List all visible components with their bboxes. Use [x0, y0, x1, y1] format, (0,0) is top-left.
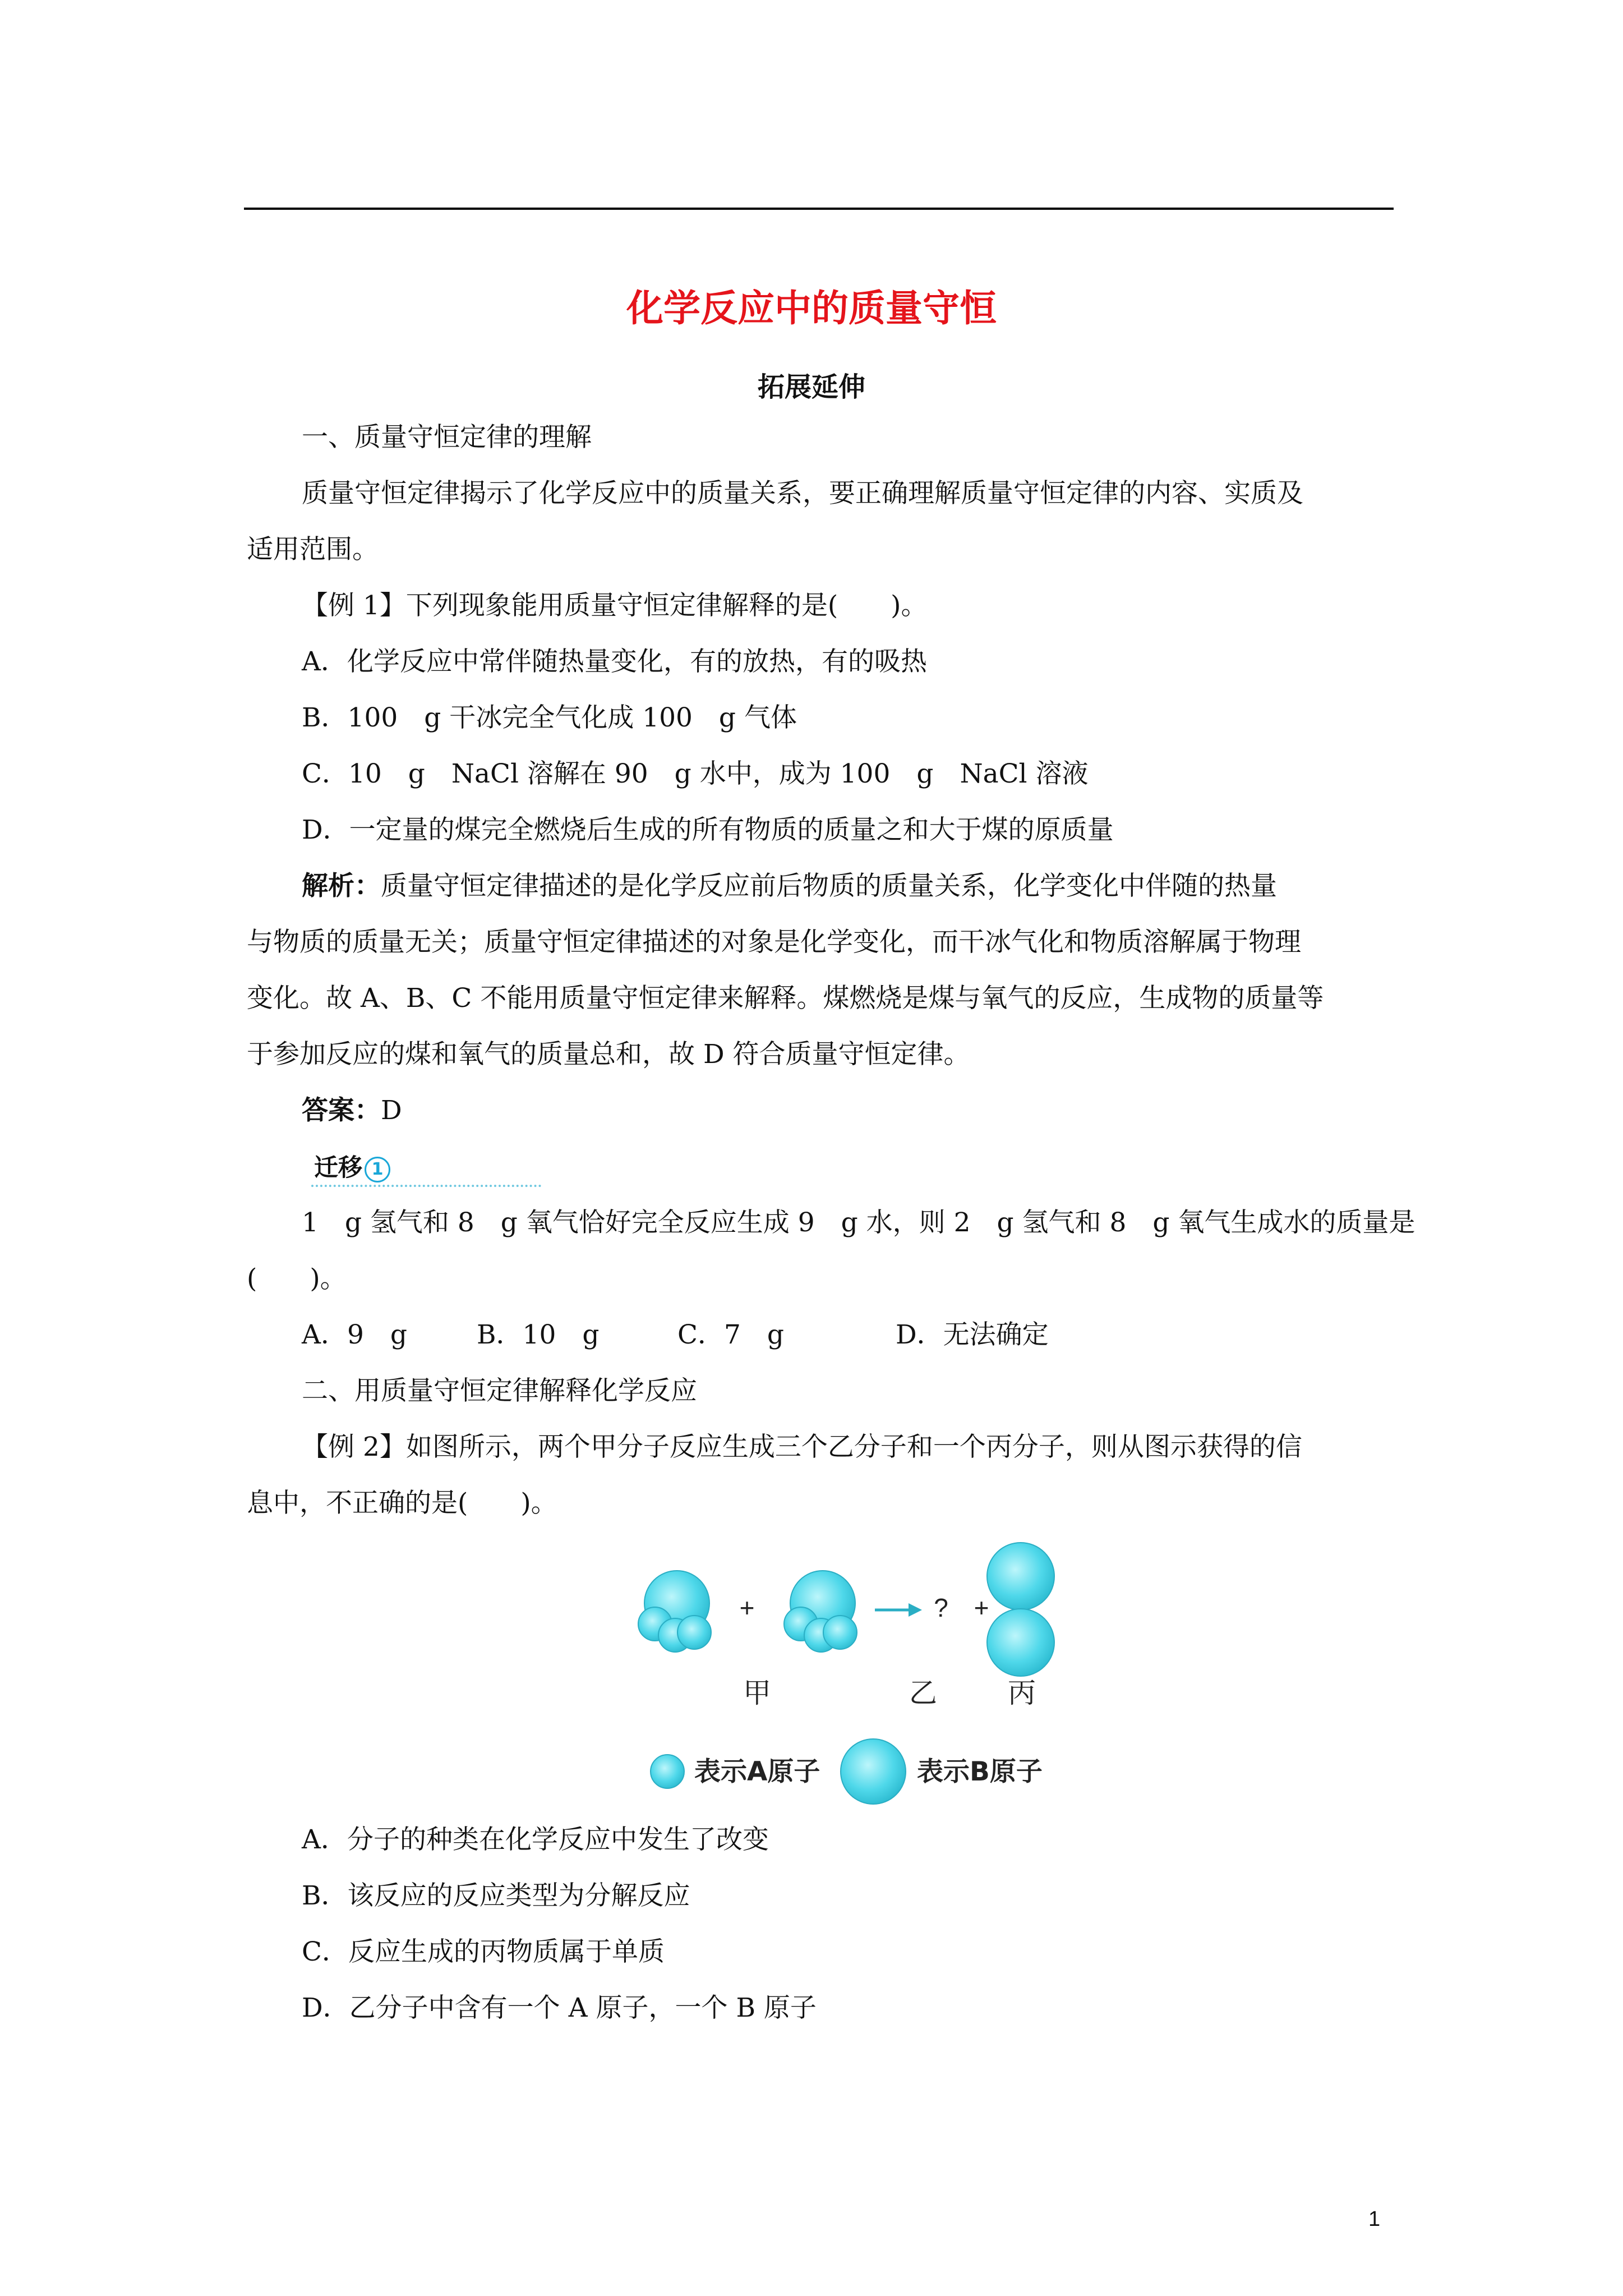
molecule-jia-1: [638, 1571, 711, 1652]
analysis-text-1: 质量守恒定律描述的是化学反应前后物质的质量关系，化学变化中伴随的热量: [381, 871, 1277, 901]
answer-label: 答案：: [302, 1095, 381, 1126]
legend-b-text: 表示B原子: [917, 1756, 1043, 1787]
transfer-label-text: 迁移: [314, 1154, 362, 1182]
example-2-option-c: C．反应生成的丙物质属于单质: [302, 1936, 665, 1967]
page-title: 化学反应中的质量守恒: [626, 287, 997, 330]
analysis-line-3: 变化。故 A、B、C 不能用质量守恒定律来解释。煤燃烧是煤与氧气的反应，生成物的质量等: [247, 983, 1324, 1014]
plus-sign-1: +: [739, 1593, 755, 1622]
example-1-option-c: C．10 g NaCl 溶解在 90 g 水中，成为 100 g NaCl 溶液: [302, 758, 1089, 789]
example-2-question-line-1: 【例 2】如图所示，两个甲分子反应生成三个乙分子和一个丙分子，则从图示获得的信: [302, 1432, 1302, 1462]
transfer-underline: [311, 1185, 541, 1187]
molecule-bing: [987, 1543, 1054, 1676]
transfer-option-d: D．无法确定: [896, 1319, 1049, 1350]
example-1-question: 【例 1】下列现象能用质量守恒定律解释的是( )。: [302, 590, 928, 621]
transfer-option-a: A．9 g: [302, 1319, 407, 1350]
example-1-option-d: D．一定量的煤完全燃烧后生成的所有物质的质量之和大于煤的原质量: [302, 815, 1114, 845]
example-2-question-line-2: 息中，不正确的是( )。: [247, 1488, 557, 1519]
header-rule: [244, 208, 1394, 210]
transfer-option-c: C．7 g: [677, 1319, 784, 1350]
label-yi: 乙: [909, 1677, 937, 1709]
label-jia: 甲: [743, 1677, 771, 1709]
page-number: 1: [1368, 2207, 1381, 2231]
transfer-question-line-2: ( )。: [247, 1263, 347, 1294]
b-atom: [987, 1609, 1054, 1676]
analysis-line-2: 与物质的质量无关；质量守恒定律描述的对象是化学变化，而干冰气化和物质溶解属于物理: [247, 927, 1301, 958]
analysis-line-1: [302, 867, 1277, 906]
unknown-product: ?: [934, 1593, 948, 1622]
a-atom: [823, 1616, 857, 1649]
transfer-label: [314, 1151, 390, 1185]
transfer-option-b: B．10 g: [477, 1319, 600, 1350]
analysis-line-4: 于参加反应的煤和氧气的质量总和，故 D 符合质量守恒定律。: [247, 1039, 970, 1070]
label-bing: 丙: [1008, 1677, 1036, 1709]
intro-paragraph-line-2: 适用范围。: [247, 534, 379, 565]
section-subtitle: 拓展延伸: [757, 371, 865, 403]
reaction-arrow-icon: [875, 1603, 922, 1617]
example-2-option-b: B．该反应的反应类型为分解反应: [302, 1880, 690, 1911]
b-atom: [987, 1543, 1054, 1610]
legend-a-atom-icon: [651, 1755, 684, 1788]
analysis-label: 解析：: [302, 871, 381, 901]
intro-paragraph-line-1: 质量守恒定律揭示了化学反应中的质量关系，要正确理解质量守恒定律的内容、实质及: [302, 478, 1303, 509]
a-atom: [677, 1616, 711, 1649]
legend-b-atom-icon: [841, 1739, 906, 1804]
reaction-diagram: [617, 1520, 1122, 1812]
example-2-option-a: A．分子的种类在化学反应中发生了改变: [302, 1824, 769, 1855]
example-1-option-a: A．化学反应中常伴随热量变化，有的放热，有的吸热: [302, 646, 927, 677]
molecule-jia-2: [784, 1571, 857, 1652]
transfer-question-line-1: 1 g 氢气和 8 g 氧气恰好完全反应生成 9 g 水，则 2 g 氢气和 8 g 氧气生成水的质量是: [302, 1207, 1415, 1238]
section-heading-2: 二、用质量守恒定律解释化学反应: [302, 1375, 697, 1406]
answer-line: [302, 1091, 402, 1130]
legend-a-text: 表示A原子: [694, 1756, 820, 1787]
example-2-option-d: D．乙分子中含有一个 A 原子，一个 B 原子: [302, 1993, 817, 2023]
example-1-option-b: B．100 g 干冰完全气化成 100 g 气体: [302, 702, 797, 733]
transfer-number-badge: 1: [365, 1157, 390, 1182]
plus-sign-2: +: [974, 1593, 989, 1622]
section-heading-1: 一、质量守恒定律的理解: [302, 422, 592, 453]
answer-value: D: [381, 1095, 402, 1126]
